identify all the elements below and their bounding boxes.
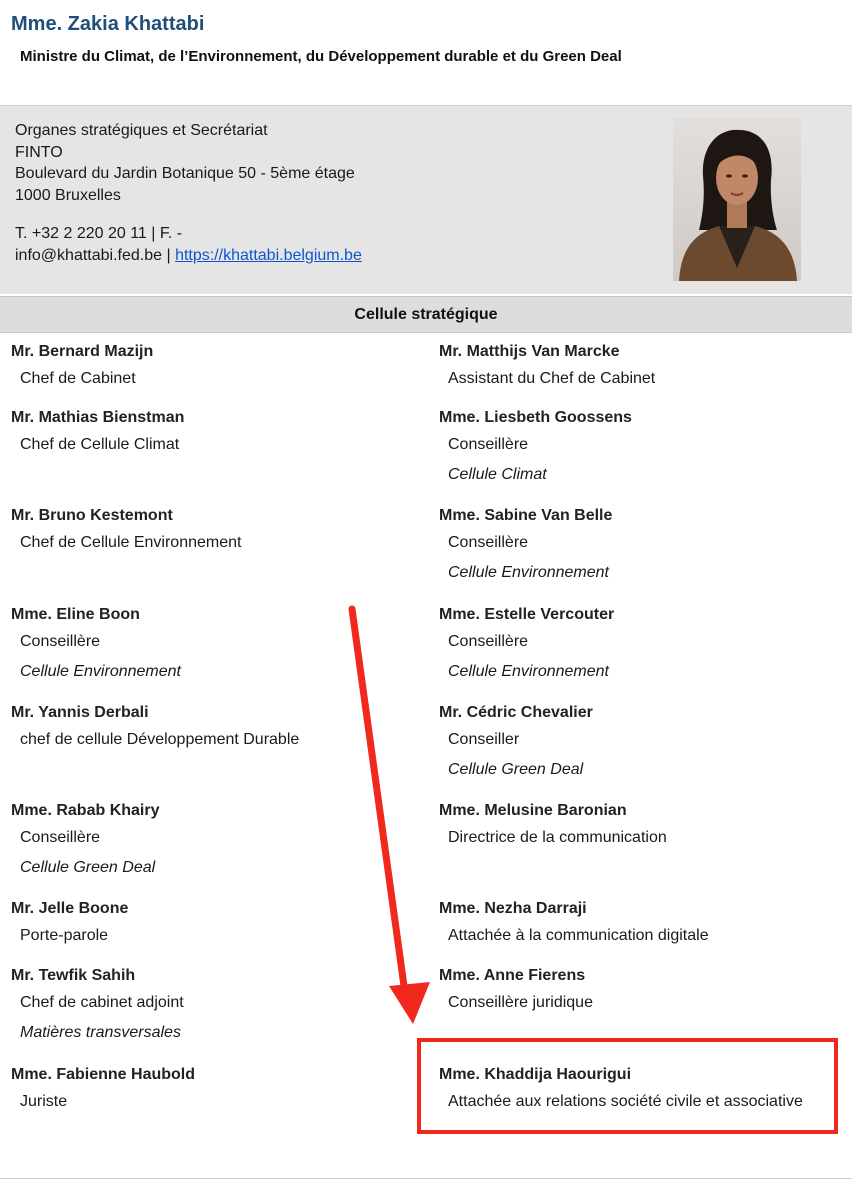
member-right-4: [439, 606, 852, 681]
member-right-1: [439, 343, 852, 388]
member-left-8: [11, 967, 431, 1042]
address-lines: [15, 120, 355, 206]
phone-fax: T. +32 2 220 20 11 | F. -: [15, 225, 183, 242]
member-unit: Cellule Green Deal: [448, 761, 584, 778]
member-name: Mr. Cédric Chevalier: [439, 704, 593, 721]
member-name: Mr. Jelle Boone: [11, 900, 129, 917]
member-name: Mme. Eline Boon: [11, 606, 140, 623]
minister-photo: [673, 118, 801, 281]
member-role: Attachée aux relations société civile et associative: [448, 1093, 803, 1110]
member-name: Mr. Yannis Derbali: [11, 704, 149, 721]
address-line-organ: Organes stratégiques et Secrétariat: [15, 122, 268, 139]
member-unit: Cellule Environnement: [448, 663, 609, 680]
member-role: Conseiller: [448, 731, 520, 748]
minister-name: Mme. Zakia Khattabi: [11, 13, 205, 35]
address-line-city: 1000 Bruxelles: [15, 186, 121, 204]
member-name: Mr. Tewfik Sahih: [11, 967, 136, 984]
member-role: Attachée à la communication digitale: [448, 927, 709, 944]
member-left-2: [11, 409, 431, 454]
member-right-5: [439, 704, 852, 779]
address-block: [0, 105, 852, 294]
member-left-1: [11, 343, 431, 388]
minister-title: Ministre du Climat, de l’Environnement, du Développement durable et du Green Deal: [20, 48, 622, 65]
member-left-9: [11, 1066, 431, 1111]
section-header: [0, 296, 852, 333]
member-role: Conseillère: [20, 829, 101, 846]
highlight-box: [417, 1038, 838, 1134]
website-link[interactable]: https://khattabi.belgium.be: [175, 246, 362, 264]
email-website-line: [15, 245, 362, 267]
member-unit: Cellule Environnement: [448, 564, 609, 581]
section-title: Cellule stratégique: [354, 305, 498, 323]
member-role: Assistant du Chef de Cabinet: [448, 370, 656, 387]
member-name: Mme. Nezha Darraji: [439, 900, 587, 917]
member-role: Conseillère: [448, 633, 529, 650]
member-role: chef de cellule Développement Durable: [20, 731, 300, 748]
member-role: Conseillère: [448, 534, 529, 551]
member-name: Mme. Khaddija Haourigui: [439, 1066, 632, 1083]
member-right-6: [439, 802, 852, 847]
member-name: Mr. Matthijs Van Marcke: [439, 343, 620, 360]
member-left-4: [11, 606, 431, 681]
member-name: Mr. Bruno Kestemont: [11, 507, 173, 524]
member-name: Mme. Melusine Baronian: [439, 802, 627, 819]
member-unit: Matières transversales: [20, 1024, 181, 1041]
member-left-3: [11, 507, 431, 552]
member-role: Porte-parole: [20, 927, 109, 944]
member-right-2: [439, 409, 852, 484]
member-right-3: [439, 507, 852, 582]
member-left-6: [11, 802, 431, 877]
member-role: Chef de Cabinet: [20, 370, 136, 387]
member-name: Mme. Estelle Vercouter: [439, 606, 615, 623]
member-right-8: [439, 967, 852, 1012]
bottom-divider: [0, 1178, 852, 1179]
member-name: Mr. Bernard Mazijn: [11, 343, 154, 360]
member-unit: Cellule Climat: [448, 466, 547, 483]
member-left-5: [11, 704, 431, 749]
member-role: Conseillère: [20, 633, 101, 650]
member-role: Directrice de la communication: [448, 829, 667, 846]
member-name: Mme. Rabab Khairy: [11, 802, 160, 819]
member-role: Conseillère: [448, 436, 529, 453]
member-name: Mme. Fabienne Haubold: [11, 1066, 196, 1083]
member-unit: Cellule Environnement: [20, 663, 181, 680]
address-line-finto: FINTO: [15, 143, 63, 161]
member-left-7: [11, 900, 431, 945]
address-line-street: Boulevard du Jardin Botanique 50 - 5ème étage: [15, 165, 355, 182]
email-text[interactable]: info@khattabi.fed.be |: [15, 246, 176, 264]
member-role: Chef de cabinet adjoint: [20, 994, 184, 1011]
member-unit: Cellule Green Deal: [20, 859, 156, 876]
member-name: Mme. Liesbeth Goossens: [439, 409, 632, 426]
member-role: Chef de Cellule Environnement: [20, 534, 242, 551]
member-right-7: [439, 900, 852, 945]
member-role: Juriste: [20, 1093, 68, 1110]
member-name: Mr. Mathias Bienstman: [11, 409, 185, 426]
contact-lines: [15, 223, 362, 266]
member-name: Mme. Anne Fierens: [439, 967, 586, 984]
member-role: Conseillère juridique: [448, 994, 593, 1011]
portrait-image: [673, 118, 801, 281]
member-name: Mme. Sabine Van Belle: [439, 507, 613, 524]
member-role: Chef de Cellule Climat: [20, 436, 180, 453]
